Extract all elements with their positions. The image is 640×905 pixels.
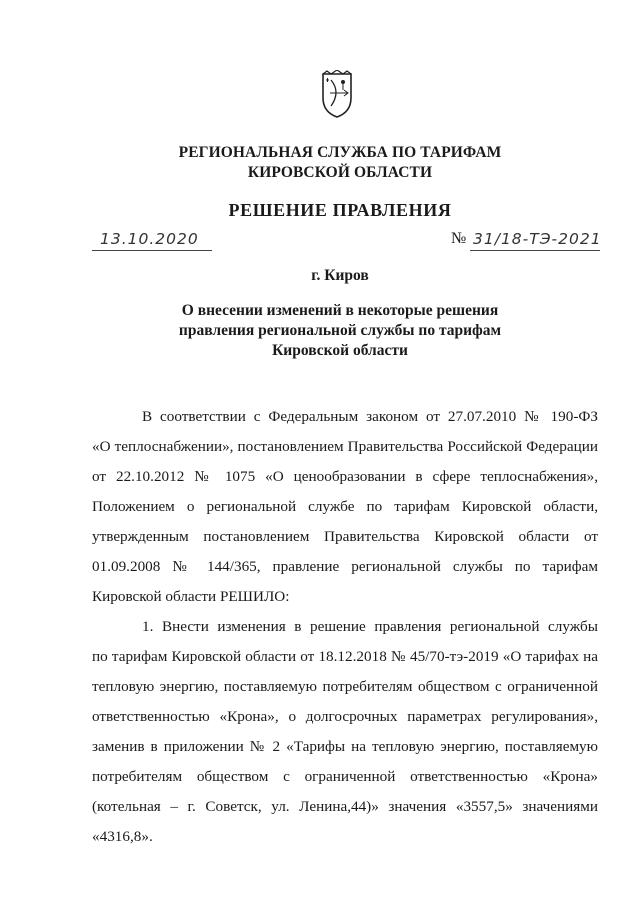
body-line: Кировской области РЕШИЛО: — [92, 588, 290, 605]
organization-name: РЕГИОНАЛЬНАЯ СЛУЖБА ПО ТАРИФАМ — [178, 144, 502, 161]
number-sign: № — [451, 230, 467, 247]
number-underline — [470, 250, 600, 251]
body-line: ответственностью «Крона», о долгосрочных параметрах регулирования», — [92, 708, 598, 725]
decision-date: 13.10.2020 — [100, 230, 199, 248]
body-line: (котельная – г. Советск, ул. Ленина,44)» значения «3557,5» значениями — [92, 798, 598, 815]
body-line: Положением о региональной службе по тарифам Кировской области, — [92, 498, 598, 515]
subject-line: правления региональной службы по тарифам — [178, 322, 502, 339]
body-line: утвержденным постановлением Правительства Кировской области от — [92, 528, 598, 545]
body-line: заменив в приложении № 2 «Тарифы на тепловую энергию, поставляемую — [92, 738, 598, 755]
body-line: «4316,8». — [92, 828, 153, 845]
kirov-coat-of-arms-icon — [317, 70, 357, 120]
organization-region: КИРОВСКОЙ ОБЛАСТИ — [247, 164, 433, 181]
city: г. Киров — [311, 267, 369, 284]
body-line: тепловую энергию, поставляемую потребителям обществом с ограниченной — [92, 678, 598, 695]
body-line: по тарифам Кировской области от 18.12.2018 № 45/70-тэ-2019 «О тарифах на — [92, 648, 598, 665]
document-title: РЕШЕНИЕ ПРАВЛЕНИЯ — [228, 200, 452, 220]
body-line: 01.09.2008 № 144/365, правление региональной службы по тарифам — [92, 558, 598, 575]
subject-line: О внесении изменений в некоторые решения — [181, 302, 499, 319]
decision-number: 31/18-ТЭ-2021 — [473, 230, 602, 248]
body-line: потребителям обществом с ограниченной ответственностью «Крона» — [92, 768, 598, 785]
date-underline — [92, 250, 212, 251]
subject-line: Кировской области — [272, 342, 408, 359]
body-line: от 22.10.2012 № 1075 «О ценообразовании в сфере теплоснабжения», — [92, 468, 598, 485]
body-line: «О теплоснабжении», постановлением Правительства Российской Федерации — [92, 438, 598, 455]
body-line: В соответствии с Федеральным законом от 27.07.2010 № 190-ФЗ — [142, 408, 598, 425]
body-line: 1. Внести изменения в решение правления региональной службы — [142, 618, 598, 635]
